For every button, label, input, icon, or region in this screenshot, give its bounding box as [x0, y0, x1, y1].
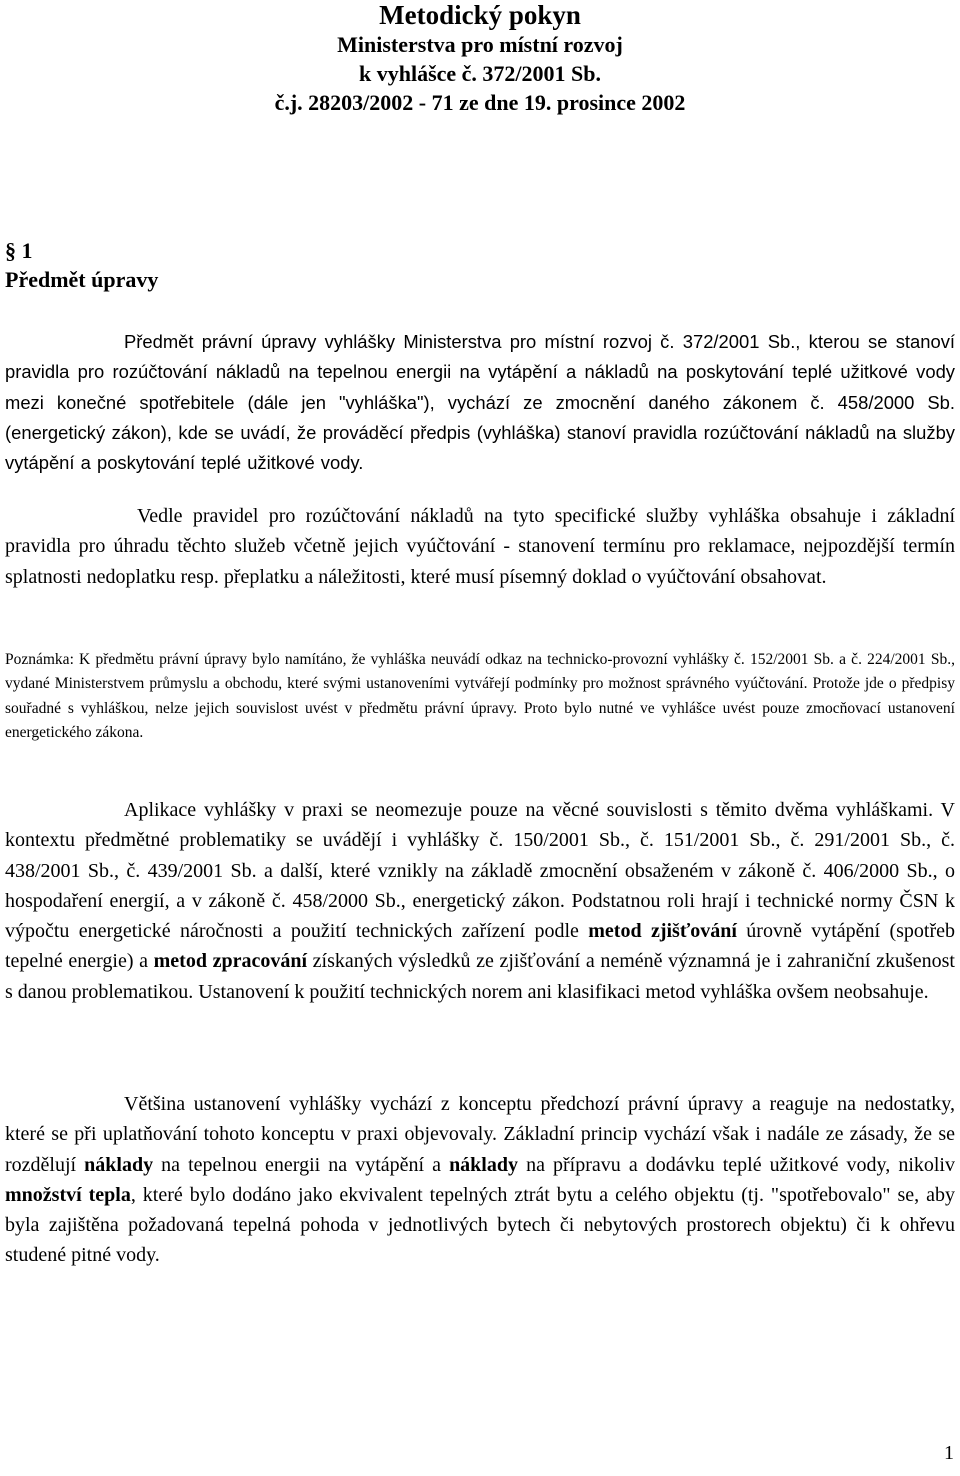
text-run: Většina ustanovení vyhlášky vychází z konceptu předchozí právní úpravy a reaguje na nedostatky, které se při uplatňování tohoto konceptu v praxi objevovaly. Základní princip vychází však i nadále ze zásady, že se rozdělují [5, 1093, 955, 1176]
text-run: získaných výsledků ze zjišťování a neméně významná je i zahraniční zkušenost s danou problematikou. Ustanovení k použití technických norem ani klasifikaci metod vyhláška ovšem neobsahuje. [5, 950, 955, 1003]
text-run: úrovně vytápění (spotřeb tepelné energie) a [5, 920, 955, 973]
bold-term: množství tepla [5, 1183, 131, 1206]
reference-line: č.j. 28203/2002 - 71 ze dne 19. prosince 2002 [274, 90, 686, 115]
regulation-line: k vyhlášce č. 372/2001 Sb. [358, 61, 602, 86]
text-run: Aplikace vyhlášky v praxi se neomezuje pouze na věcné souvislosti s těmito dvěma vyhláškami. V kontextu předmětné problematiky se uvádějí i vyhlášky č. 150/2001 Sb., č. 151/2001 Sb., č. 291/2001 Sb., č. 438/2001 Sb., č. 439/2001 Sb. a další, které vznikly na základě zmocnění obsaženém v zákoně č. 406/2000 Sb., o hospodaření energií, a v zákoně č. 458/2000 Sb., energetický zákon. Podstatnou roli hrají i technické normy ČSN k výpočtu energetické náročnosti a použití technických zařízení podle [5, 799, 955, 943]
document-title: Metodický pokyn [379, 0, 581, 30]
paragraph-subject: Předmět právní úpravy vyhlášky Ministerstva pro místní rozvoj č. 372/2001 Sb., kterou se stanoví pravidla pro rozúčtování nákladů na tepelnou energii na vytápění a nákladů na poskytování teplé užitkové vody mezi konečné spotřebitele (dále jen "vyhláška"), vychází ze zmocnění daného zákonem č. 458/2000 Sb. (energetický zákon), kde se uvádí, že prováděcí předpis (vyhláška) stanoví pravidla rozúčtování nákladů na služby vytápění a poskytování teplé užitkové vody. [5, 331, 955, 474]
bold-term: náklady [84, 1153, 154, 1176]
section-title: Předmět úpravy [5, 267, 159, 292]
text-run: na přípravu a dodávku teplé užitkové vody, nikoliv [518, 1153, 955, 1176]
document-header [0, 0, 960, 117]
bold-term: metod zpracování [153, 950, 308, 973]
text-run: , které bylo dodáno jako ekvivalent tepelných ztrát bytu a celého objektu (tj. "spotřebovalo" se, aby byla zajištěna požadovaná tepelná pohoda v jednotlivých bytech či nebytových prostorech objektu) či k ohřevu studené pitné vody. [5, 1183, 955, 1267]
section-number: § 1 [5, 238, 33, 263]
note-paragraph: Poznámka: K předmětu právní úpravy bylo namítáno, že vyhláška neuvádí odkaz na technicko-provozní vyhlášky č. 152/2001 Sb. a č. 224/2001 Sb., vydané Ministerstvem průmyslu a obchodu, které svými ustanoveními vytvářejí podmínky pro možnost správného vyúčtování. Protože jde o předpisy souřadné s vyhláškou, nelze jejich souvislost uvést v předmětu právní úpravy. Proto bylo nutné ve vyhlášce uvést pouze zmocňovací ustanovení energetického zákona. [5, 651, 955, 742]
page-number: 1 [944, 1442, 954, 1464]
bold-term: metod zjišťování [588, 920, 737, 943]
paragraph-rules: Vedle pravidel pro rozúčtování nákladů na tyto specifické služby vyhláška obsahuje i základní pravidla pro úhradu těchto služeb včetně jejich vyúčtování - stanovení termínu pro reklamace, nejpozdější termín splatnosti nedoplatku resp. přeplatku a náležitosti, které musí písemný doklad o vyúčtování obsahovat. [5, 505, 955, 588]
bold-term: náklady [449, 1153, 518, 1176]
paragraph-principle [5, 1089, 955, 1271]
ministry-line: Ministerstva pro místní rozvoj [337, 32, 623, 57]
text-run: na tepelnou energii na vytápění a [153, 1153, 450, 1176]
section-heading [5, 236, 158, 294]
paragraph-application [5, 795, 955, 1007]
